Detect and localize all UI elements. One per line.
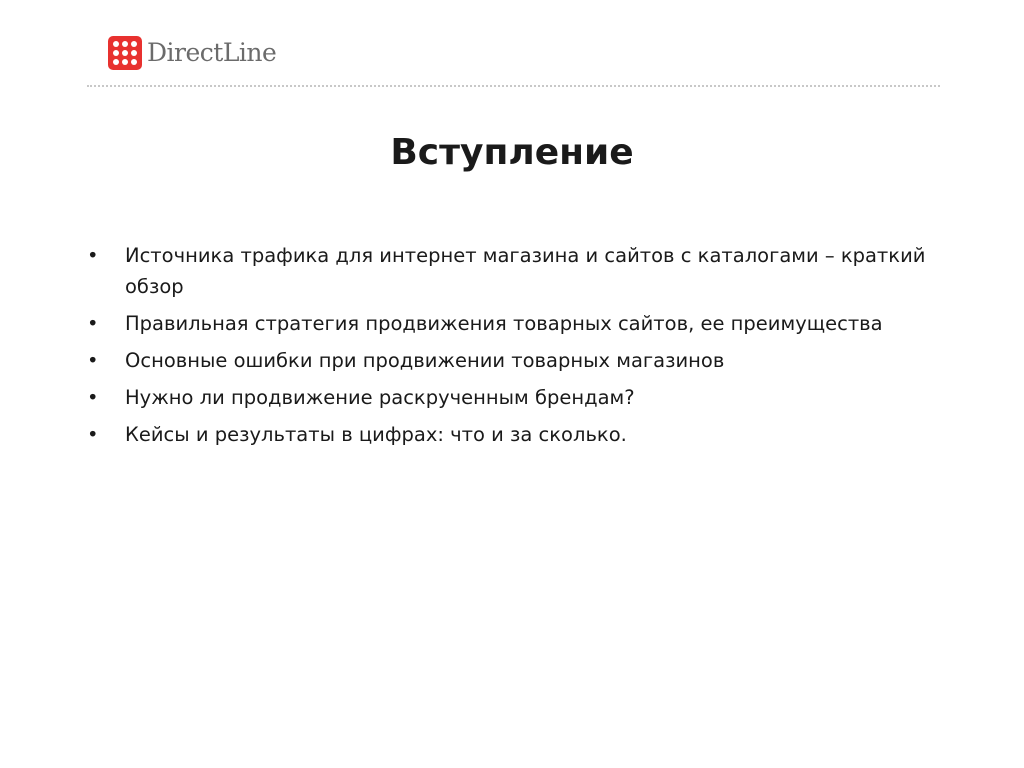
list-item [87, 345, 967, 376]
directline-logo-icon [108, 36, 142, 70]
bullet-marker: • [87, 349, 99, 372]
bullet-marker: • [87, 423, 99, 446]
bullet-marker: • [87, 244, 99, 267]
header-divider [87, 85, 940, 87]
bullet-marker: • [87, 386, 99, 409]
brand-name: DirectLine [147, 38, 277, 67]
bullet-text: Источника трафика для интернет магазина и сайтов с каталогами – краткий обзор [125, 244, 926, 298]
bullet-text: Нужно ли продвижение раскрученным брендам? [125, 386, 635, 409]
list-item [87, 308, 967, 339]
slide-title: Вступление [390, 132, 634, 173]
bullet-text: Кейсы и результаты в цифрах: что и за сколько. [125, 423, 627, 446]
bullet-marker: • [87, 312, 99, 335]
list-item [87, 419, 967, 450]
bullet-text: Правильная стратегия продвижения товарных сайтов, ее преимущества [125, 312, 883, 335]
brand-logo [108, 35, 276, 71]
list-item [87, 240, 967, 302]
list-item [87, 382, 967, 413]
bullet-text: Основные ошибки при продвижении товарных магазинов [125, 349, 725, 372]
bullet-list [87, 240, 967, 456]
